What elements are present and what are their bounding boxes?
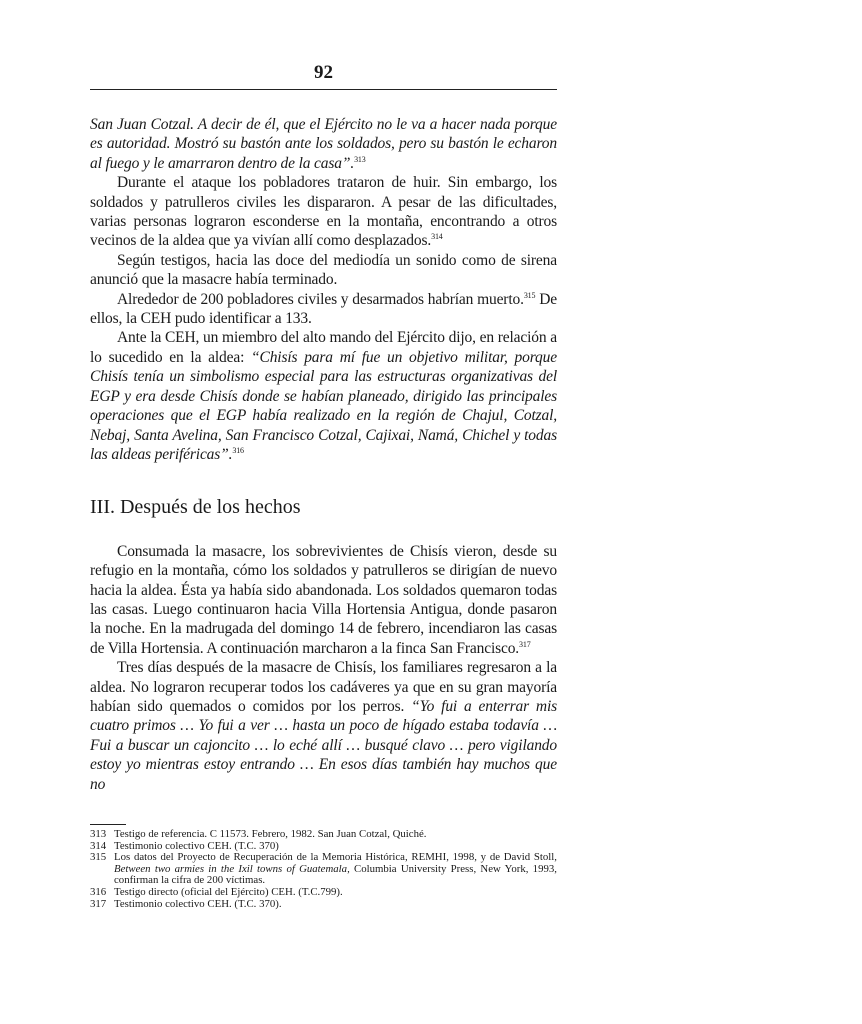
footnote-text: Testigo directo (oficial del Ejército) CEH. (T.C.799). — [114, 885, 343, 898]
paragraph-text: Alrededor de 200 pobladores civiles y desarmados habrían muerto. — [117, 290, 524, 308]
footnote-text: Testimonio colectivo CEH. (T.C. 370) — [114, 839, 279, 852]
paragraph-text: Tres días después de la masacre de Chisís, los familiares regresaron a la aldea. No lograron recuperar todos los cadáveres ya que en su gran mayoría habían sido quemados o comidos por los perros. — [90, 659, 557, 715]
paragraph — [90, 251, 557, 290]
footnote-ref: 313 — [354, 154, 366, 164]
paragraph-text: Durante el ataque los pobladores trataron de huir. Sin embargo, los soldados y patrulleros civiles les dispararon. A pesar de las dificultades, varias personas lograron esconderse en la montaña, encontrando a otros vecinos de la aldea que ya vivían allí como desplazados. — [90, 174, 557, 250]
paragraph-text: Según testigos, hacia las doce del mediodía un sonido como de sirena anunció que la masacre había terminado. — [90, 251, 557, 289]
paragraph-text: Consumada la masacre, los sobrevivientes de Chisís vieron, desde su refugio en la montaña, cómo los soldados y patrulleros se dirigían de nuevo hacia la aldea. Ésta ya había sido abandonada. Los soldados quemaron todas las casas. Luego continuaron hacia Villa Hortensia Antigua, donde pasaron la noche. En la madrugada del domingo 14 de febrero, incendiaron las casas de Villa Hortensia. A continuación marcharon a la finca San Francisco. — [90, 542, 557, 657]
quote-text: “Yo fui a enterrar mis cuatro primos … Yo fui a ver … hasta un poco de hígado estaba todavía … Fui a buscar un cajoncito … lo eché allí … busqué clavo … pero vigilando estoy yo mientras estoy entrando … En esos días también hay muchos que no — [90, 697, 557, 793]
footnote-number: 313 — [90, 828, 107, 840]
footnote-number: 317 — [90, 897, 107, 910]
footnote-text: Testigo de referencia. C 11573. Febrero, 1982. San Juan Cotzal, Quiché. — [114, 828, 427, 840]
footnote-rule — [90, 824, 126, 825]
paragraph-text: Ante la CEH, un miembro del alto mando del Ejército dijo, en relación a lo sucedido en la aldea: — [90, 329, 557, 366]
footnote-ref: 316 — [232, 445, 244, 455]
footnotes — [90, 829, 557, 910]
paragraph-continued-quote — [90, 115, 557, 173]
quote-text: San Juan Cotzal. A decir de él, que el Ejército no le va a hacer nada porque es autoridad. Mostró su bastón ante los soldados, pero su bastón le echaron al fuego y le amarraron dentro de la casa”. — [90, 116, 557, 172]
paragraph-text: De ellos, la CEH pudo identificar a 133. — [90, 290, 558, 328]
footnote-text-part: Columbia University Press, New York, 1993, confirman la cifra de 200 víctimas. — [114, 862, 557, 887]
section-heading: III. Después de los hechos — [90, 496, 301, 519]
footnote-number: 315 — [90, 851, 107, 864]
header-rule — [90, 89, 557, 90]
footnote — [90, 899, 557, 911]
paragraph — [90, 542, 557, 658]
paragraph — [90, 328, 557, 464]
book-title: Between two armies in the Ixil towns of Guatemala, — [114, 862, 350, 875]
footnote-ref: 314 — [431, 232, 443, 242]
footnote — [90, 852, 557, 887]
paragraph — [90, 658, 557, 794]
page-number: 92 — [314, 62, 333, 83]
footnote — [90, 887, 557, 899]
footnote-text — [114, 852, 557, 887]
footnote-ref: 315 — [523, 290, 536, 300]
footnote — [90, 829, 557, 841]
footnote-text-part: Los datos del Proyecto de Recuperación de la Memoria Histórica, REMHI, 1998, y de David Stoll, — [114, 851, 557, 864]
quote-text: “Chisís para mí fue un objetivo militar, porque Chisís tenía un simbolismo especial para las estructuras organizativas del EGP y era desde Chisís donde se habían planeado, dirigido las principales operaciones que el EGP había realizado en la región de Chajul, Cotzal, Nebaj, Santa Avelina, San Francisco Cotzal, Cajixai, Namá, Chichel y todas las aldeas periféricas”. — [90, 348, 557, 463]
footnote-number: 314 — [90, 839, 107, 852]
paragraph — [90, 173, 557, 251]
footnote-ref: 317 — [519, 639, 531, 649]
footnote-text: Testimonio colectivo CEH. (T.C. 370). — [114, 897, 282, 910]
body-text — [90, 115, 557, 794]
paragraph — [90, 290, 557, 329]
footnote-number: 316 — [90, 885, 107, 898]
